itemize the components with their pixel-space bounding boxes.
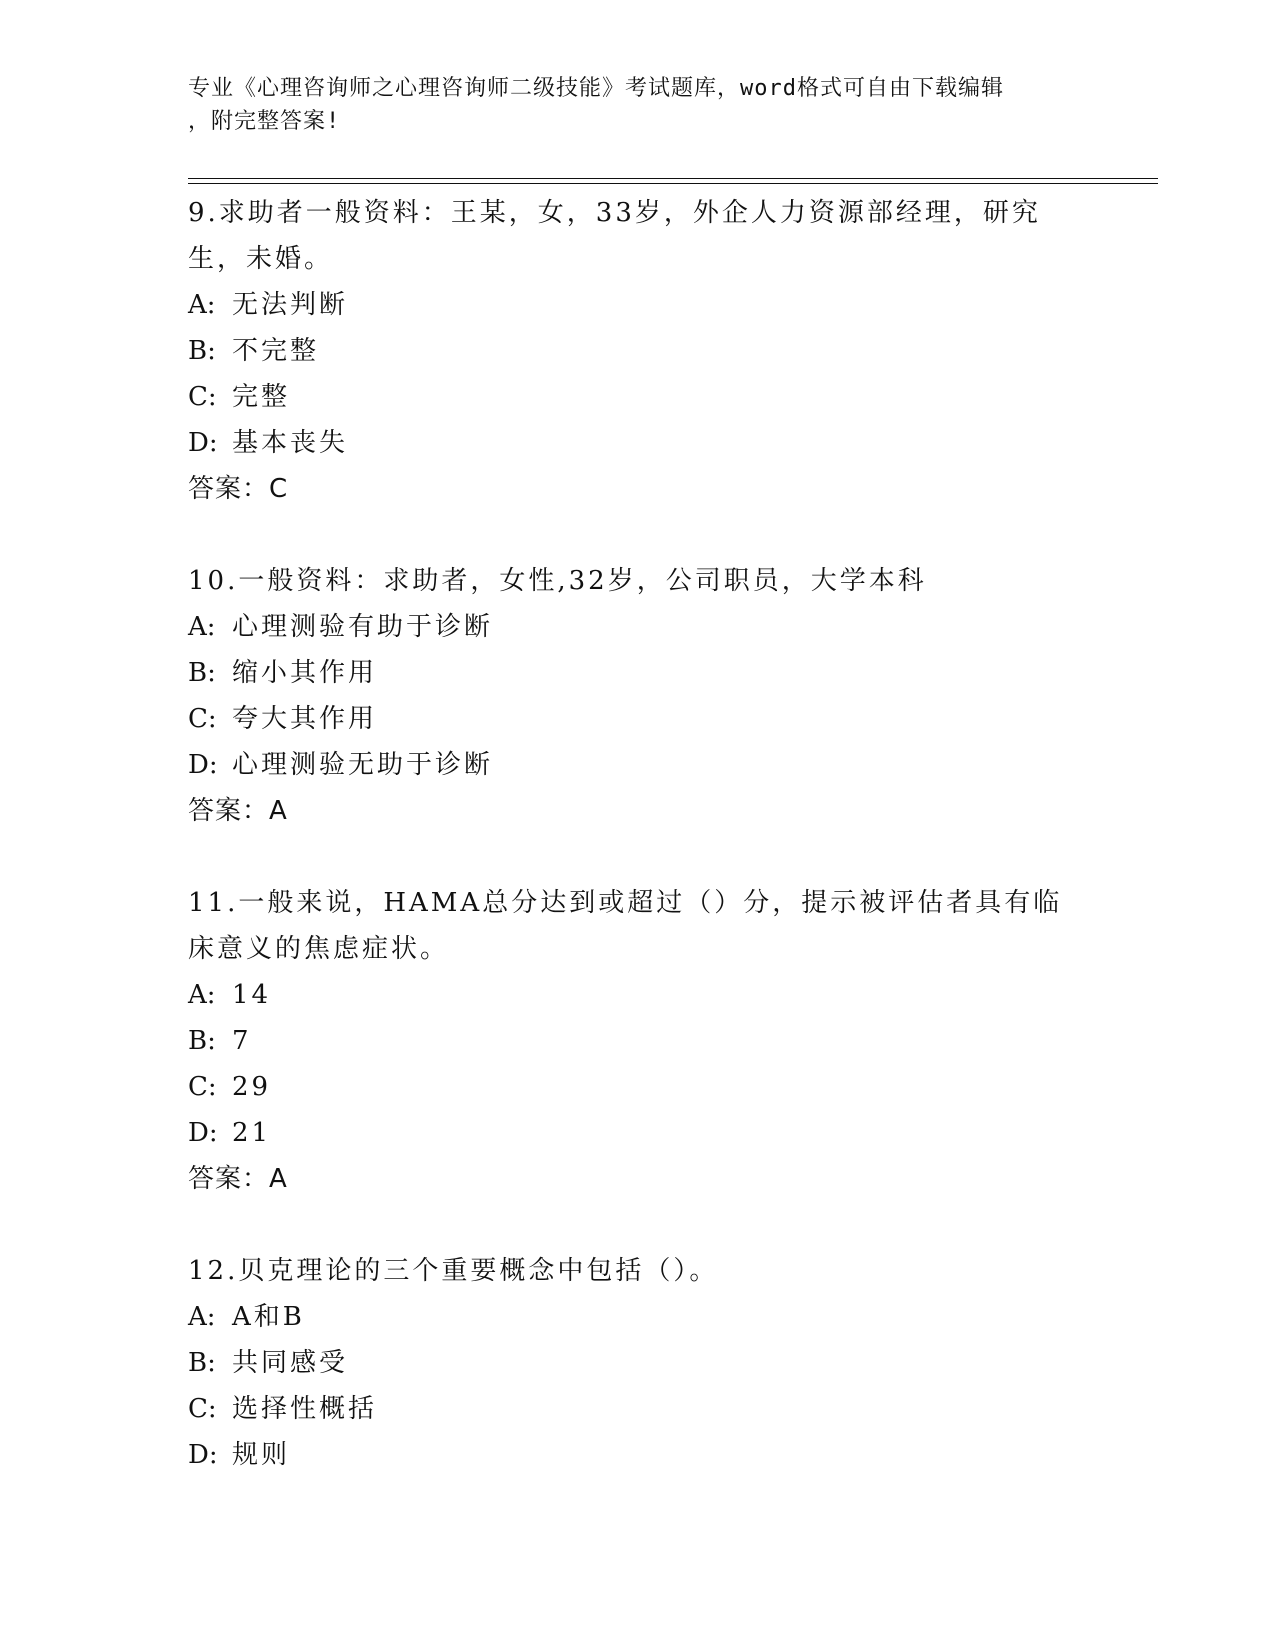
option-letter: C:: [188, 382, 217, 412]
option-text: 基本丧失: [232, 428, 349, 458]
option-d: [188, 742, 1088, 788]
question-9: [188, 190, 1088, 512]
option-text: 21: [232, 1118, 272, 1148]
option-letter: B:: [188, 1348, 216, 1378]
option-b: [188, 650, 1088, 696]
option-letter: C:: [188, 1072, 217, 1102]
question-list: [188, 190, 1088, 1524]
option-text: 缩小其作用: [232, 658, 378, 688]
option-c: [188, 1064, 1088, 1110]
option-text: 心理测验无助于诊断: [232, 750, 494, 780]
option-letter: B:: [188, 658, 216, 688]
question-12: [188, 1248, 1088, 1478]
option-a: [188, 972, 1088, 1018]
option-text: 14: [232, 980, 272, 1010]
option-letter: D:: [188, 1118, 218, 1148]
option-letter: D:: [188, 1440, 218, 1470]
option-text: 不完整: [232, 336, 320, 366]
option-a: [188, 604, 1088, 650]
option-letter: D:: [188, 750, 218, 780]
option-letter: A:: [188, 1302, 216, 1332]
document-header: [188, 72, 1068, 138]
option-c: [188, 1386, 1088, 1432]
option-b: [188, 328, 1088, 374]
question-text: 11.一般来说，HAMA总分达到或超过（）分，提示被评估者具有临床意义的焦虑症状。: [188, 888, 1063, 964]
option-a: [188, 282, 1088, 328]
option-text: 心理测验有助于诊断: [232, 612, 494, 642]
answer-line: 答案：C: [188, 474, 289, 504]
option-text: 无法判断: [232, 290, 349, 320]
question-text: 10.一般资料：求助者，女性,32岁，公司职员，大学本科: [188, 566, 927, 596]
option-b: [188, 1018, 1088, 1064]
option-text: 选择性概括: [232, 1394, 378, 1424]
option-text: 夸大其作用: [232, 704, 378, 734]
option-letter: D:: [188, 428, 218, 458]
header-line-2: ，附完整答案!: [188, 109, 341, 134]
option-letter: A:: [188, 290, 216, 320]
header-line-1: 专业《心理咨询师之心理咨询师二级技能》考试题库，word格式可自由下载编辑: [188, 76, 1004, 101]
question-text: 9.求助者一般资料：王某，女，33岁，外企人力资源部经理，研究生，未婚。: [188, 198, 1041, 274]
option-d: [188, 1432, 1088, 1478]
option-b: [188, 1340, 1088, 1386]
option-letter: C:: [188, 1394, 217, 1424]
option-text: 完整: [232, 382, 291, 412]
answer-line: 答案：A: [188, 796, 288, 826]
option-text: A和B: [232, 1302, 305, 1332]
header-divider-bottom: [188, 183, 1158, 184]
option-text: 共同感受: [232, 1348, 349, 1378]
question-10: [188, 558, 1088, 834]
option-text: 规则: [232, 1440, 291, 1470]
option-letter: B:: [188, 1026, 216, 1056]
option-letter: B:: [188, 336, 216, 366]
option-letter: C:: [188, 704, 217, 734]
option-text: 29: [232, 1072, 272, 1102]
option-c: [188, 696, 1088, 742]
header-divider-top: [188, 178, 1158, 179]
option-a: [188, 1294, 1088, 1340]
question-11: [188, 880, 1088, 1202]
question-text: 12.贝克理论的三个重要概念中包括（）。: [188, 1256, 719, 1286]
option-c: [188, 374, 1088, 420]
option-letter: A:: [188, 980, 216, 1010]
option-letter: A:: [188, 612, 216, 642]
option-d: [188, 1110, 1088, 1156]
answer-line: 答案：A: [188, 1164, 288, 1194]
option-text: 7: [232, 1026, 252, 1056]
option-d: [188, 420, 1088, 466]
